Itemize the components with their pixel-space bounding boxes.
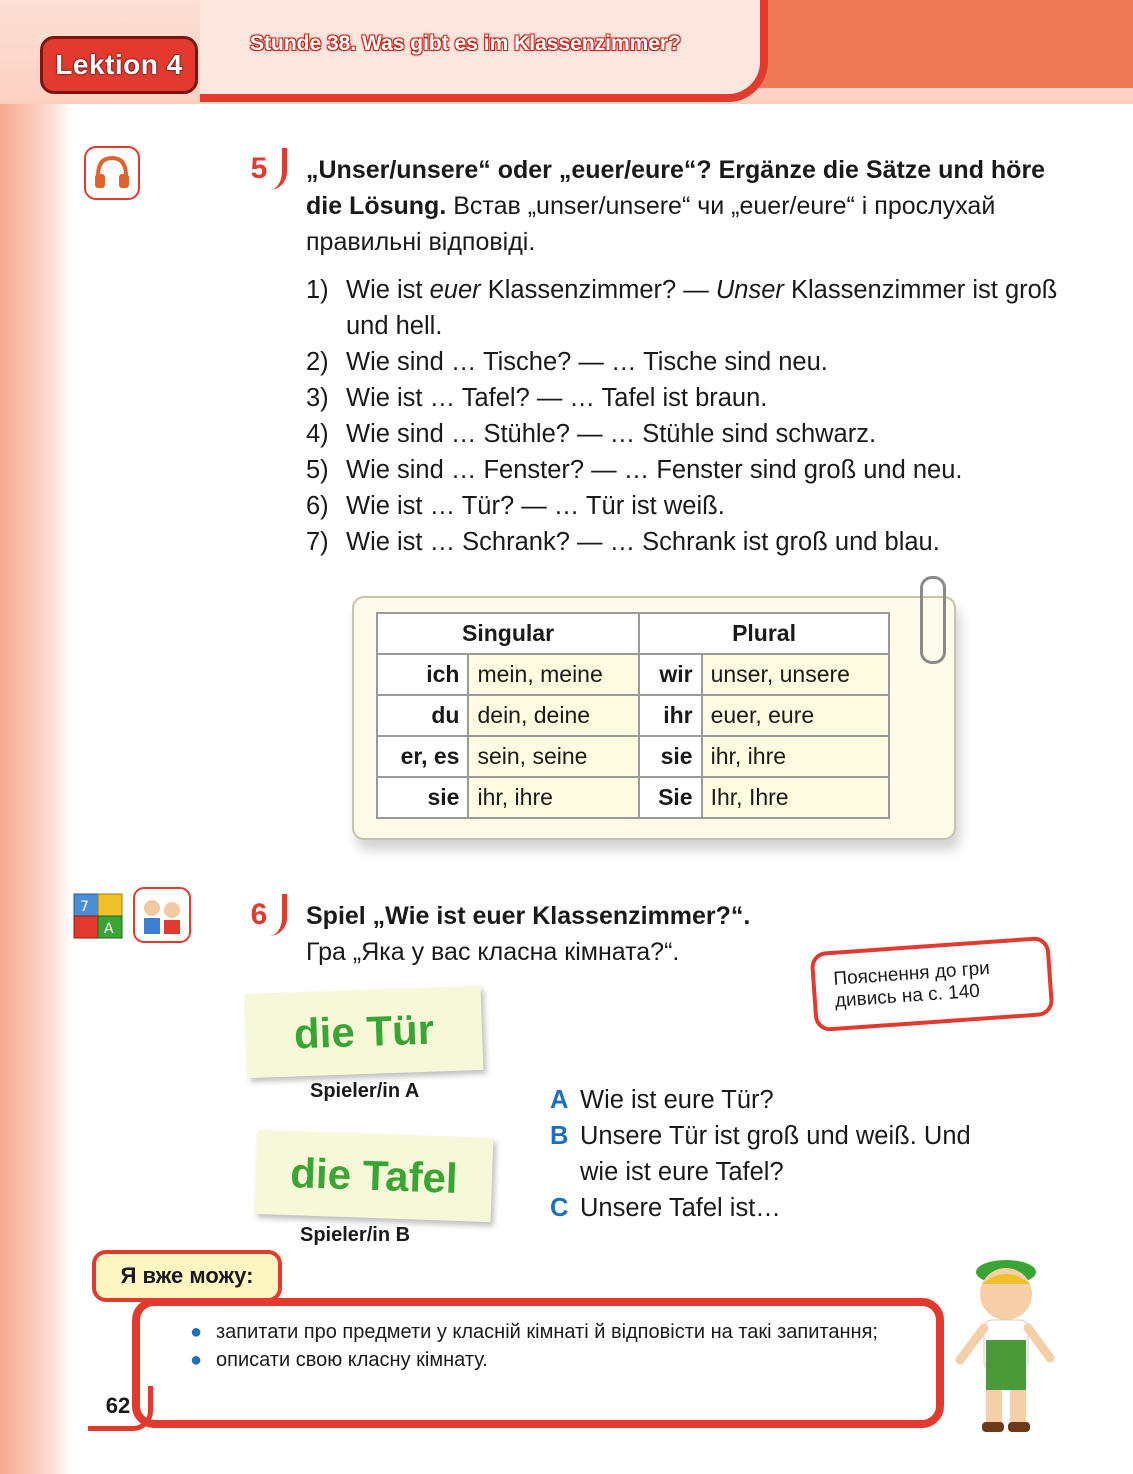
sentence-4 [306,416,1062,452]
example-answer: Unser [715,276,784,304]
dialog-text: Unsere Tafel ist… [580,1194,781,1222]
possessive-cell: euer, eure [702,695,889,736]
sentence-5 [306,452,1062,488]
possessive-cell: sein, seine [468,736,639,777]
sentence-text: Wie ist … Schrank? — … Schrank ist groß und blau. [346,528,940,556]
pronoun-cell: Sie [639,777,702,818]
sentence-number: 2) [306,348,329,376]
dialog-line [550,1118,1010,1190]
letter-blocks-icon [74,894,122,938]
exercise-5-instructions [306,152,1062,260]
left-decor-strip [0,0,72,1474]
example-answer: euer [429,276,481,304]
exercise-5-sentences [306,272,1062,560]
sentence-7 [306,524,1062,560]
exercise-6-number: 6 [236,894,287,936]
sentence-number: 6) [306,492,329,520]
note-line: дивись на с. 140 [834,980,981,1012]
speaker-letter: B [550,1122,569,1150]
sentence-part: Klassenzimmer? — [480,276,716,304]
exercise-6-task-de: Spiel „Wie ist euer Klassenzimmer?“. [306,902,751,930]
svg-text:A: A [104,921,114,937]
dialog-line [550,1190,1010,1226]
dialog-line [550,1082,1010,1118]
sentence-text: Wie sind … Fenster? — … Fenster sind groß und neu. [346,456,963,484]
word-card-a: die Tür [245,986,484,1078]
table-row [377,777,889,818]
pronoun-cell: er, es [377,736,468,777]
possessive-table [376,612,890,819]
can-do-title: Я вже можу: [92,1250,282,1302]
sentence-part: Wie ist [346,276,430,304]
possessive-cell: mein, meine [468,654,639,695]
note-line: Пояснення до гри [832,957,991,990]
list-item [190,1346,890,1374]
word-card-b: die Tafel [255,1130,494,1222]
dialog-text: Wie ist eure Tür? [580,1086,774,1114]
svg-text:7: 7 [80,899,89,915]
possessive-cell: ihr, ihre [468,777,639,818]
sentence-part: Klassenzimmer ist groß und hell. [346,276,1058,340]
list-item [190,1318,890,1346]
sentence-text [346,272,1062,344]
pronoun-cell: sie [377,777,468,818]
table-row [377,736,889,777]
player-a-label: Spieler/in A [310,1080,420,1102]
pronoun-cell: du [377,695,468,736]
pronoun-cell: wir [639,654,702,695]
pronoun-cell: sie [639,736,702,777]
boy-mascot-icon [946,1248,1066,1434]
player-b-label: Spieler/in B [300,1224,411,1246]
sentence-number: 3) [306,384,329,412]
sentence-number: 5) [306,456,329,484]
speaker-letter: A [550,1086,569,1114]
possessive-cell: dein, deine [468,695,639,736]
pronoun-cell: ich [377,654,468,695]
can-do-list [190,1318,890,1374]
sentence-text: Wie ist … Tür? — … Tür ist weiß. [346,492,725,520]
sentence-3 [306,380,1062,416]
list-item-text: запитати про предмети у класній кімнаті й відповісти на такі запитання; [216,1321,878,1343]
children-playing-icon [134,888,190,942]
sentence-6 [306,488,1062,524]
table-row [377,695,889,736]
exercise-5-task-de: „Unser/unsere“ oder „euer/eure“? Ergänze die Sätze und höre die Lösung. [306,156,1046,220]
sentence-number: 4) [306,420,329,448]
exercise-6-task-uk: Гра „Яка у вас класна кімната?“. [306,938,680,966]
sentence-1 [306,272,1062,344]
sentence-2 [306,344,1062,380]
bullet-icon: ● [190,1321,203,1343]
game-note [810,936,1055,1033]
game-dialog [550,1082,1010,1226]
bullet-icon: ● [190,1349,203,1371]
sentence-text: Wie sind … Stühle? — … Stühle sind schwarz. [346,420,877,448]
sentence-text: Wie ist … Tafel? — … Tafel ist braun. [346,384,768,412]
speaker-letter: C [550,1194,569,1222]
exercise-5-number: 5 [236,148,287,190]
game-icons [72,886,194,946]
page-number: 62 [88,1386,153,1431]
pronoun-cell: ihr [639,695,702,736]
possessive-cell: ihr, ihre [702,736,889,777]
table-header-singular: Singular [377,613,639,654]
dialog-text: Unsere Tür ist groß und weiß. Und wie ist eure Tafel? [580,1122,971,1186]
paperclip-icon [920,576,946,664]
exercise-5-task-uk: Встав „unser/unsere“ чи „euer/eure“ і прослухай правильні відповіді. [306,192,996,256]
possessive-cell: unser, unsere [702,654,889,695]
sentence-text: Wie sind … Tische? — … Tische sind neu. [346,348,828,376]
sentence-number: 1) [306,276,329,304]
header-orange-block [745,0,1133,88]
sentence-number: 7) [306,528,329,556]
headphones-icon[interactable] [84,146,140,200]
table-header-plural: Plural [639,613,889,654]
lesson-title: Stunde 38. Was gibt es im Klassenzimmer? [250,32,682,55]
lesson-badge: Lektion 4 [40,36,198,94]
list-item-text: описати свою класну кімнату. [216,1349,488,1371]
table-row [377,654,889,695]
possessive-cell: Ihr, Ihre [702,777,889,818]
